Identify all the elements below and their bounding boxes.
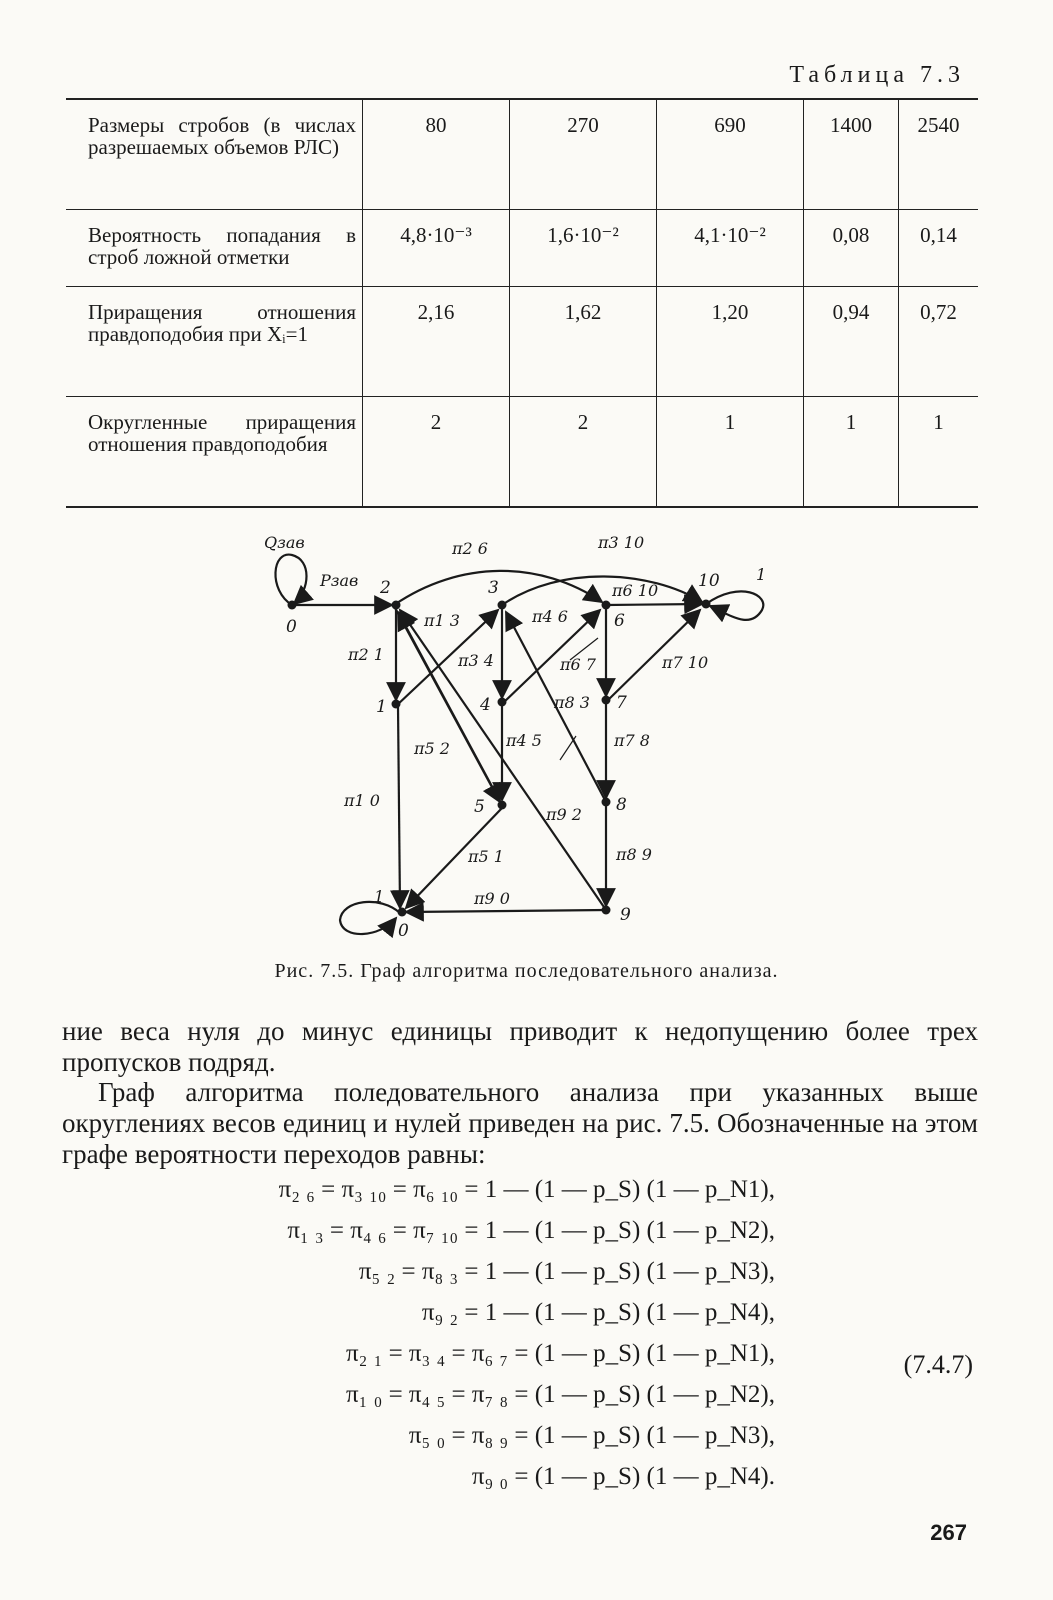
node-8 bbox=[602, 798, 611, 807]
equation-line: π₉ ₀ = (1 — p_S) (1 — p_N4). bbox=[471, 1463, 775, 1490]
node-label: 3 bbox=[488, 578, 499, 598]
edge-label: π4 6 bbox=[532, 607, 568, 626]
node-10 bbox=[702, 600, 711, 609]
edge-label: 1 bbox=[756, 565, 767, 584]
node-label: 10 bbox=[698, 571, 720, 591]
edge-label: π7 8 bbox=[614, 731, 650, 750]
edge-label: 1 bbox=[374, 887, 385, 906]
table-row bbox=[66, 287, 978, 397]
table-cell: 1 bbox=[657, 397, 804, 508]
table-cell: 1,6·10⁻² bbox=[510, 210, 657, 287]
page-number: 267 bbox=[930, 1520, 967, 1545]
node-3 bbox=[498, 601, 507, 610]
edge-label: π9 0 bbox=[474, 889, 510, 908]
table-cell: 270 bbox=[510, 99, 657, 210]
edge-label: Qзав bbox=[264, 533, 305, 552]
edge-label: π8 9 bbox=[616, 845, 652, 864]
equation-system bbox=[0, 1176, 1053, 1506]
edge-label: π6 10 bbox=[612, 581, 659, 600]
table-cell: 80 bbox=[363, 99, 510, 210]
equation-line: π₂ ₁ = π₃ ₄ = π₆ ₇ = (1 — p_S) (1 — p_N1), bbox=[346, 1340, 775, 1367]
table-row bbox=[66, 397, 978, 508]
table-cell: 1,20 bbox=[657, 287, 804, 397]
edge bbox=[340, 902, 400, 934]
table-cell: 0,94 bbox=[804, 287, 899, 397]
edge-label: π6 7 bbox=[560, 655, 596, 674]
table-cell: 2 bbox=[510, 397, 657, 508]
node-label: 4 bbox=[480, 695, 491, 715]
node-label: 2 bbox=[380, 578, 391, 598]
node-5 bbox=[498, 801, 507, 810]
table-cell: 4,8·10⁻³ bbox=[363, 210, 510, 287]
node-0b bbox=[398, 908, 407, 917]
edge-label: π5 2 bbox=[414, 739, 450, 758]
node-6 bbox=[602, 601, 611, 610]
edge-label: π4 5 bbox=[506, 731, 542, 750]
paragraph: ние веса нуля до минус единицы приводит к недопущению более трех пропусков подряд. bbox=[62, 1016, 978, 1077]
edge-label: π8 3 bbox=[554, 693, 590, 712]
edge-label: π7 10 bbox=[662, 653, 709, 672]
table-cell: 0,72 bbox=[899, 287, 979, 397]
node-7 bbox=[602, 696, 611, 705]
equation-line: π₅ ₀ = π₈ ₉ = (1 — p_S) (1 — p_N3), bbox=[408, 1422, 775, 1449]
equation-line: π₂ ₆ = π₃ ₁₀ = π₆ ₁₀ = 1 — (1 — p_S) (1 — p_N1), bbox=[278, 1176, 775, 1203]
equation-number: (7.4.7) bbox=[903, 1350, 973, 1379]
edge bbox=[560, 736, 576, 760]
row-label: Вероятность попадания в строб ложной отметки bbox=[66, 210, 363, 287]
node-label: 1 bbox=[376, 697, 387, 717]
row-label: Округленные приращения отношения правдоподобия bbox=[66, 397, 363, 508]
table-cell: 0,14 bbox=[899, 210, 979, 287]
table-cell: 1 bbox=[804, 397, 899, 508]
table-cell: 2,16 bbox=[363, 287, 510, 397]
node-label: 8 bbox=[616, 795, 627, 815]
edge-label: π3 10 bbox=[598, 533, 645, 552]
table-caption: Таблица 7.3 bbox=[789, 62, 965, 88]
node-label: 0 bbox=[286, 617, 297, 637]
edge-label: Pзав bbox=[320, 571, 359, 590]
table-cell: 2 bbox=[363, 397, 510, 508]
edge-label: π1 0 bbox=[344, 791, 380, 810]
node-label: 9 bbox=[620, 905, 631, 925]
table-cell: 1400 bbox=[804, 99, 899, 210]
edge bbox=[398, 706, 400, 908]
edge bbox=[275, 555, 306, 605]
node-4 bbox=[498, 698, 507, 707]
edge bbox=[706, 591, 763, 620]
node-label: 5 bbox=[474, 797, 485, 817]
table-cell: 1,62 bbox=[510, 287, 657, 397]
edge-labels bbox=[264, 533, 766, 908]
paragraph: Граф алгоритма поледовательного анализа при указанных выше округлениях весов единиц и нулей приведен на рис. 7.5. Обозначенные на этом графе вероятности переходов равны: bbox=[62, 1077, 978, 1169]
node-1 bbox=[392, 700, 401, 709]
equation-line: π₉ ₂ = 1 — (1 — p_S) (1 — p_N4), bbox=[421, 1299, 775, 1326]
table-row bbox=[66, 99, 978, 210]
node-0 bbox=[288, 601, 297, 610]
row-label: Размеры стробов (в числах разрешаемых объемов РЛС) bbox=[66, 99, 363, 210]
table-cell: 4,1·10⁻² bbox=[657, 210, 804, 287]
node-label: 7 bbox=[616, 693, 627, 713]
node-9 bbox=[602, 906, 611, 915]
edge-label: π3 4 bbox=[458, 651, 494, 670]
table-row bbox=[66, 210, 978, 287]
node-label: 0 bbox=[398, 921, 409, 941]
edge-label: π9 2 bbox=[546, 805, 582, 824]
figure-caption: Рис. 7.5. Граф алгоритма последовательного анализа. bbox=[274, 960, 779, 982]
data-table bbox=[66, 98, 978, 508]
equation-line: π₁ ₀ = π₄ ₅ = π₇ ₈ = (1 — p_S) (1 — p_N2), bbox=[346, 1381, 775, 1408]
edge-label: π2 1 bbox=[348, 645, 384, 664]
edge-label: π2 6 bbox=[452, 539, 488, 558]
equation-line: π₅ ₂ = π₈ ₃ = 1 — (1 — p_S) (1 — p_N3), bbox=[358, 1258, 775, 1285]
edge bbox=[406, 910, 606, 912]
row-label: Приращения отношения правдоподобия при Xᵢ=1 bbox=[66, 287, 363, 397]
table-cell: 2540 bbox=[899, 99, 979, 210]
state-graph bbox=[264, 520, 790, 950]
table-cell: 690 bbox=[657, 99, 804, 210]
node-2 bbox=[392, 601, 401, 610]
equation-line: π₁ ₃ = π₄ ₆ = π₇ ₁₀ = 1 — (1 — p_S) (1 — p_N2), bbox=[287, 1217, 775, 1244]
table-cell: 0,08 bbox=[804, 210, 899, 287]
table-cell: 1 bbox=[899, 397, 979, 508]
node-label: 6 bbox=[614, 611, 625, 631]
edge bbox=[606, 604, 702, 605]
edge-label: π5 1 bbox=[468, 847, 504, 866]
edge-label: π1 3 bbox=[424, 611, 460, 630]
